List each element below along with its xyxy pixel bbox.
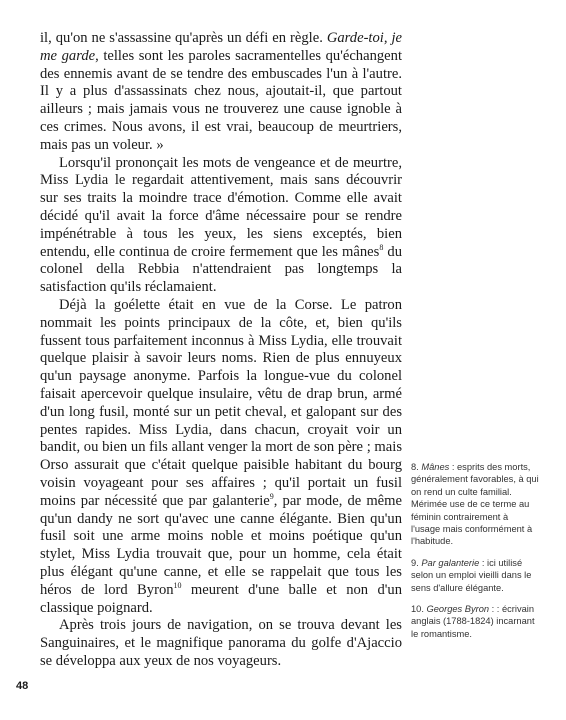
text-run: Après trois jours de navigation, on se trouva devant les Sanguinaires, et le magnifique panorama du golfe d'Ajaccio se développa aux yeux de nos voyageurs. (40, 617, 402, 669)
text-run: meurent d'une balle et non d'un classique poignard. (40, 581, 402, 616)
footnote-text: : ici utilisé selon un emploi vieilli dans le sens d'allure élégante. (411, 557, 532, 593)
paragraph (40, 30, 402, 155)
footnotes-column (411, 461, 539, 649)
text-run: il, qu'on ne s'assassine qu'après un défi en règle. (40, 30, 327, 46)
footnote-term: Mânes (421, 462, 450, 472)
footnote (411, 461, 539, 548)
footnote-reference: 8 (379, 242, 384, 252)
footnote-number: 8. (411, 462, 419, 472)
footnote-number: 9. (411, 557, 419, 568)
text-run: Lorsqu'il prononçait les mots de vengeance et de meurtre, Miss Lydia le regardait attentivement, mais sans découvrir sur ses traits la moindre trace d'émotion. Comme elle avait décidé qu'il avait la force d'âme nécessaire pour se rendre impénétrable à tous les yeux, les siens exceptés, bien entendu, elle continua de croire fermement que les mânes (40, 154, 402, 260)
footnote-text: : esprits des morts, généralement favorables, à qui on rend un culte familial. Mérimée use de ce terme au féminin contrairement à l'usage mais conformément à l'habitude. (411, 462, 539, 547)
paragraph (40, 297, 402, 617)
paragraph (40, 617, 402, 670)
text-run: , telles sont les paroles sacramentelles qu'échangent des ennemis avant de se tendre des embuscades l'un à l'autre. Il y a plus d'assassinats chez nous, ajoutait-il, que partout ailleurs ; mais jamais vous ne trouverez une cause ignoble à ces crimes. Nous avons, il est vrai, beaucoup de meurtriers, mais pas un voleur. » (40, 47, 402, 153)
text-run: du colonel della Rebbia n'attendraient pas longtemps la satisfaction qu'ils réclamaient. (40, 243, 402, 296)
text-run: , par mode, de même qu'un dandy ne sort qu'avec une canne élégante. Bien qu'un fusil soit une arme moins noble et moins poétique qu'un stylet, Miss Lydia trouvait que, pour un homme, cela était plus élégant qu'une canne, et elle se rappelait que tous les héros de lord Byron (40, 492, 402, 598)
italic-text: Garde-toi, je me garde (40, 30, 402, 64)
footnote-reference: 9 (269, 491, 274, 501)
page-number: 48 (16, 680, 29, 692)
paragraph (40, 155, 402, 297)
footnote (411, 603, 539, 640)
footnote-number: 10. (411, 604, 424, 615)
main-text-column (40, 30, 402, 671)
footnote-text: : : écrivain anglais (1788-1824) incarnant le romantisme. (411, 604, 535, 639)
footnote-term: Georges Byron (426, 604, 490, 615)
footnote (411, 557, 539, 594)
footnote-term: Par galanterie (421, 557, 480, 568)
footnote-reference: 10 (173, 580, 182, 590)
text-run: Déjà la goélette était en vue de la Corse. Le patron nommait les points principaux de la côte, et, bien qu'ils fussent tous parfaitement inconnus à Miss Lydia, elle trouvait quelque plaisir à savoir leurs noms. Rien de plus ennuyeux qu'un paysage anonyme. Parfois la longue-vue du colonel faisait apercevoir quelque insulaire, vêtu de drap brun, armé d'un long fusil, monté sur un petit cheval, et galopant sur des pentes rapides. Miss Lydia, dans chacun, croyait voir un bandit, ou bien un fils allant venger la mort de son père ; mais Orso assurait que c'était quelque paisible habitant du bourg voisin voyageant pour ses affaires ; qu'il portait un fusil moins par nécessité que par galanterie (40, 296, 402, 509)
